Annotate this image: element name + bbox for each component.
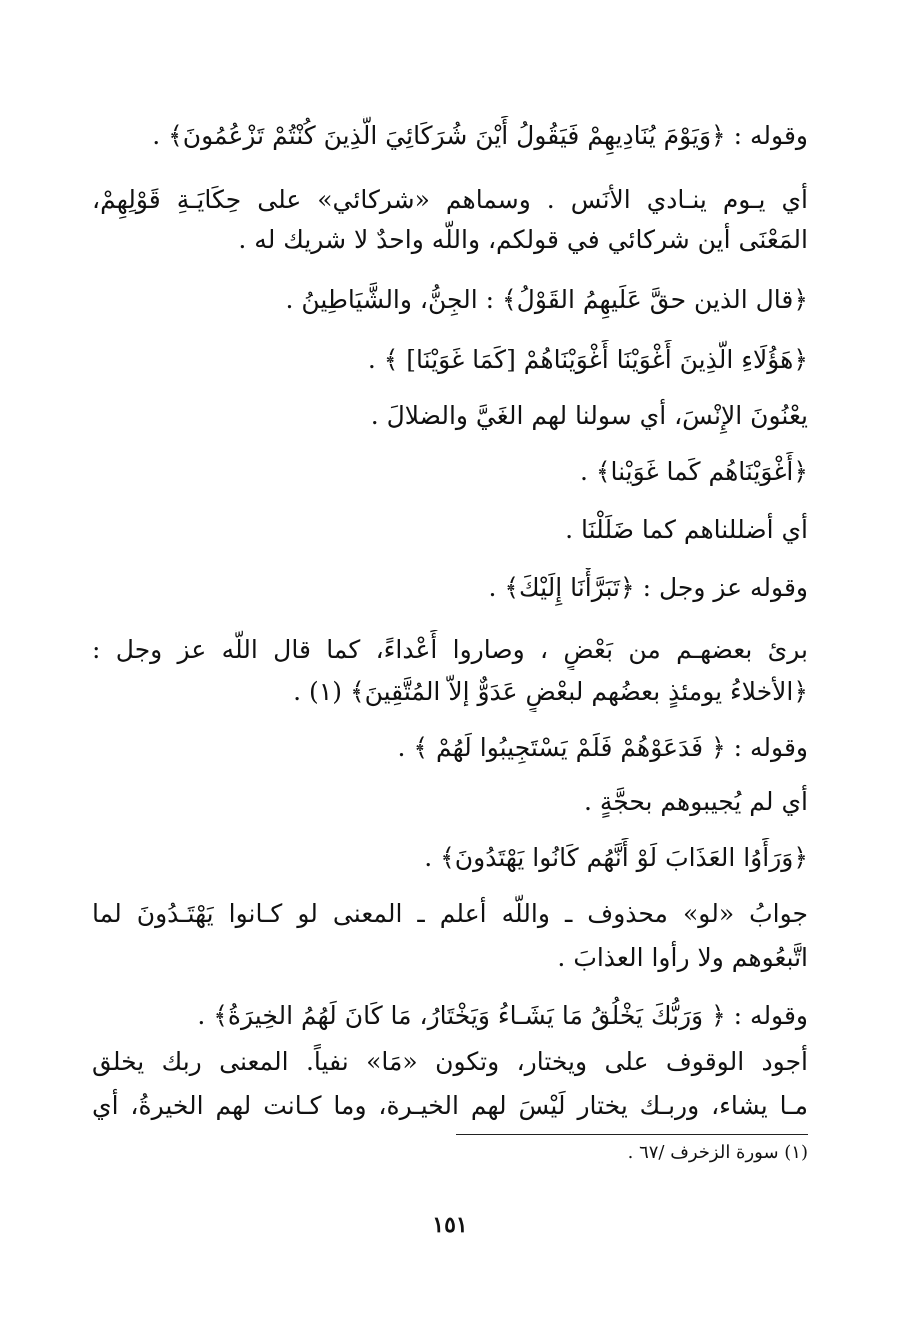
text-line-7: ﴿أَغْوَيْنَاهُم كَما غَوَيْنا﴾ . bbox=[579, 457, 808, 486]
text-line-6: يعْنُونَ الإِنْسَ، أي سولنا لهم الغَيَّ والضلالَ . bbox=[370, 401, 808, 430]
text-line-15: جوابُ «لو» محذوف ـ واللَّه أعلم ـ المعنى لو كـانوا يَهْتَـدُونَ لما bbox=[92, 899, 808, 928]
text-line-19: مـا يشاء، وربـك يختار لَيْسَ لهم الخيـرة، وما كـانت لهم الخيرةُ، أي bbox=[92, 1091, 808, 1120]
text-line-2: أي يـوم ينـادي الأنَس . وسماهم «شركائي» على حِكَايَـةِ قَوْلِهِمْ، bbox=[92, 185, 808, 214]
text-line-5: ﴿هَؤُلَاءِ الَّذِينَ أَغْوَيْنَا أَغْوَيْنَاهُمْ [كَمَا غَوَيْنَا] ﴾ . bbox=[367, 345, 808, 374]
text-line-10: برئ بعضهـم من بَعْضٍ ، وصاروا أَعْداءً، كما قال اللَّه عز وجل : bbox=[92, 635, 808, 664]
text-line-16: اتَّبعُوهم ولا رأوا العذابَ . bbox=[557, 943, 808, 972]
footnote-divider bbox=[456, 1134, 808, 1135]
page-number: ١٥١ bbox=[432, 1212, 468, 1238]
text-line-14: ﴿وَرَأَوُا العَذَابَ لَوْ أَنَّهُم كَانُوا يَهْتَدُونَ﴾ . bbox=[424, 843, 808, 872]
text-line-18: أجود الوقوف على ويختار، وتكون «مَا» نفياً. المعنى ربك يخلق bbox=[92, 1047, 808, 1076]
text-line-11: ﴿الأخلاءُ يومئذٍ بعضُهم لبعْضٍ عَدَوٌّ إلاّ المُتَّقِينَ﴾ (١) . bbox=[293, 677, 808, 706]
text-line-4: ﴿قال الذين حقَّ عَلَيهِمُ القَوْلُ﴾ : الجِنُّ، والشَّيَاطِينُ . bbox=[285, 285, 808, 314]
text-line-1: وقوله : ﴿وَيَوْمَ يُنَادِيهِمْ فَيَقُولُ أَيْنَ شُرَكَائِيَ الَّذِينَ كُنْتُمْ تَزْعُمُونَ﴾ . bbox=[152, 121, 808, 150]
text-line-13: أي لم يُجيبوهم بحجَّةٍ . bbox=[583, 787, 808, 816]
text-line-8: أي أضللناهم كما ضَلَلْنَا . bbox=[565, 515, 808, 544]
footnote: (١) سورة الزخرف /٦٧ . bbox=[627, 1142, 808, 1163]
text-line-9: وقوله عز وجل : ﴿تَبَرَّأْنَا إِلَيْكَ﴾ . bbox=[488, 573, 808, 602]
text-line-3: المَعْنَى أين شركائي في قولكم، واللَّه واحدٌ لا شريك له . bbox=[238, 225, 808, 254]
text-line-17: وقوله : ﴿ وَرَبُّكَ يَخْلُقُ مَا يَشَـاءُ وَيَخْتَارُ، مَا كَانَ لَهُمُ الخِيرَةُ﴾ . bbox=[197, 1001, 808, 1030]
text-line-12: وقوله : ﴿ فَدَعَوْهُمْ فَلَمْ يَسْتَجِيبُوا لَهُمْ ﴾ . bbox=[397, 733, 808, 762]
